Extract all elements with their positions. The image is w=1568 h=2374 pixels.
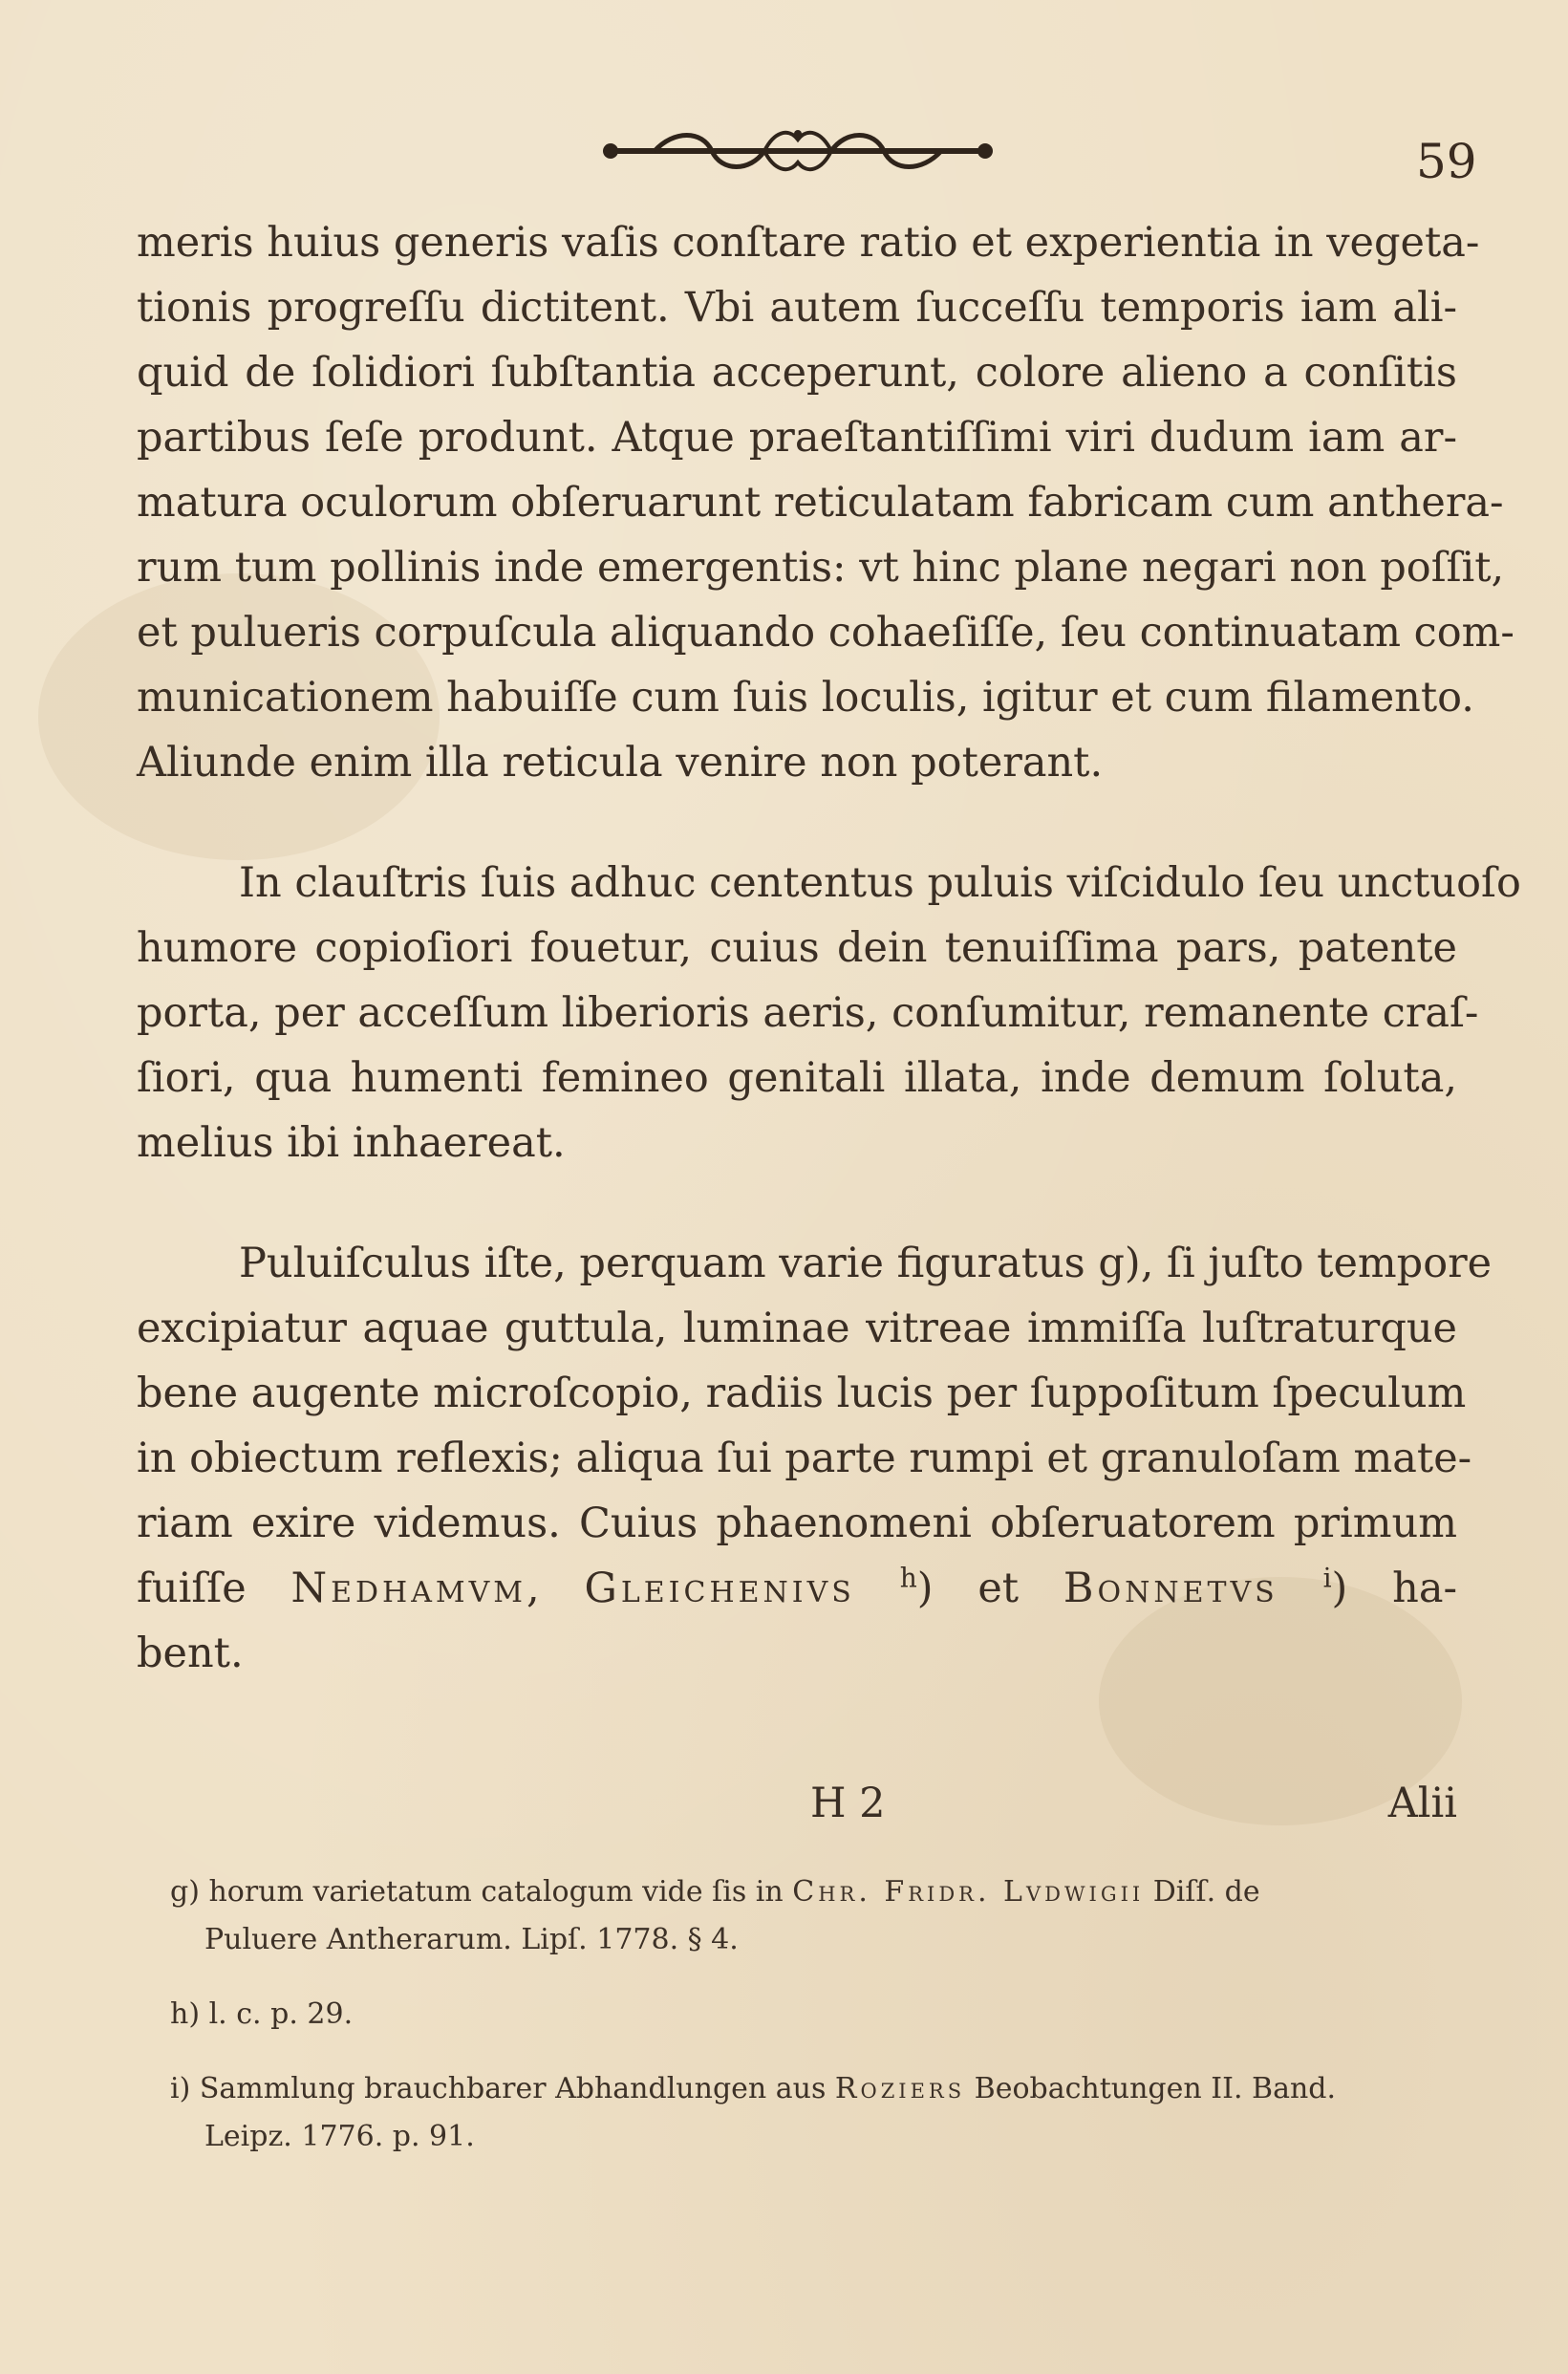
author-name: Roziers: [834, 2072, 966, 2105]
catchword: Alii: [1387, 1780, 1457, 1827]
text-line: quid de ſolidiori ſubſtantia acceperunt, colore alieno a conſitis: [137, 349, 1457, 397]
text-line: in obiectum reflexis; aliqua ſui parte rumpi et granuloſam mate-: [137, 1435, 1472, 1482]
text-fragment: ) ha-: [1331, 1565, 1458, 1612]
text-line: bene augente microſcopio, radiis lucis per ſuppoſitum ſpeculum: [137, 1370, 1467, 1417]
author-name: Chr. Fridr. Lvdwigii: [792, 1875, 1145, 1909]
text-line: et pulueris corpuſcula aliquando cohaeſiſſe, ſeu continuatam com-: [137, 609, 1514, 657]
author-name: Nedhamvm: [290, 1565, 526, 1612]
text-fragment: fuiſſe: [137, 1565, 291, 1612]
signature-mark: H 2: [810, 1780, 886, 1827]
text-line: municationem habuiſſe cum ſuis loculis, igitur et cum filamento.: [137, 674, 1474, 722]
paragraph-3: [137, 1231, 1493, 1686]
footnote-g: [170, 1868, 1460, 1964]
text-line: ſiori, qua humenti femineo genitali illata, inde demum ſoluta,: [137, 1054, 1457, 1102]
footnote-line: [170, 1991, 1460, 2039]
text-line: bent.: [137, 1629, 244, 1677]
footnote-line: Puluere Antherarum. Lipſ. 1778. § 4.: [204, 1923, 739, 1956]
text-line: porta, per acceſſum liberioris aeris, conſumitur, remanente craſ-: [137, 989, 1479, 1037]
text-line: Puluiſculus iſte, perquam varie figuratus g), ſi juſto tempore: [239, 1240, 1493, 1287]
text-fragment: ) et: [916, 1565, 1063, 1612]
text-line: melius ibi inhaereat.: [137, 1119, 566, 1167]
footnote-label: i): [170, 2072, 191, 2105]
text-line: humore copioſiori fouetur, cuius dein tenuiſſima pars, patente: [137, 924, 1457, 972]
paragraph-2: [137, 851, 1521, 1176]
footnote-line: Leipz. 1776. p. 91.: [204, 2120, 475, 2153]
footnote-text: l. c. p. 29.: [208, 1997, 354, 2031]
paragraph-1: [137, 210, 1514, 795]
text-line-with-names: [137, 1556, 1457, 1621]
footnote-text: Sammlung brauchbarer Abhandlungen aus: [199, 2072, 835, 2105]
body-text: [137, 210, 1521, 1741]
footnote-text: horum varietatum catalogum vide ſis in: [208, 1875, 793, 1909]
footnote-h: [170, 1991, 1460, 2039]
footnote-i: [170, 2065, 1460, 2161]
text-line: In clauſtris ſuis adhuc cententus puluis viſcidulo ſeu unctuoſo: [239, 859, 1521, 907]
footnote-label: h): [170, 1997, 201, 2031]
author-name: Gleichenivs: [584, 1565, 855, 1612]
footnotes: [170, 1868, 1460, 2188]
text-line: partibus ſeſe produnt. Atque praeſtantiſſimi viri dudum iam ar-: [137, 414, 1457, 462]
text-line: tionis progreſſu dictitent. Vbi autem ſucceſſu temporis iam ali-: [137, 284, 1457, 332]
footnote-line: [170, 1868, 1460, 1916]
text-fragment: ,: [526, 1565, 585, 1612]
footnote-text: Diſſ. de: [1144, 1875, 1260, 1909]
footnote-ref: i: [1322, 1562, 1332, 1594]
decorative-headpiece-ornament-icon: [597, 122, 999, 180]
text-line: Aliunde enim illa reticula venire non poterant.: [137, 739, 1104, 787]
text-line: meris huius generis vaſis conſtare ratio et experientia in vegeta-: [137, 219, 1480, 267]
footnote-text: Beobachtungen II. Band.: [965, 2072, 1337, 2105]
text-line: rum tum pollinis inde emergentis: vt hinc plane negari non poſſit,: [137, 544, 1505, 592]
footnote-ref: h: [899, 1562, 917, 1594]
catchline: [137, 1780, 1457, 1837]
footnote-label: g): [170, 1875, 200, 1909]
text-line: riam exire videmus. Cuius phaenomeni obſeruatorem primum: [137, 1500, 1457, 1547]
text-line: excipiatur aquae guttula, luminae vitreae immiſſa luſtraturque: [137, 1305, 1457, 1352]
author-name: Bonnetvs: [1063, 1565, 1278, 1612]
footnote-line: [170, 2065, 1460, 2113]
text-line: matura oculorum obſeruarunt reticulatam fabricam cum anthera-: [137, 479, 1504, 527]
page-number: 59: [1416, 134, 1477, 189]
